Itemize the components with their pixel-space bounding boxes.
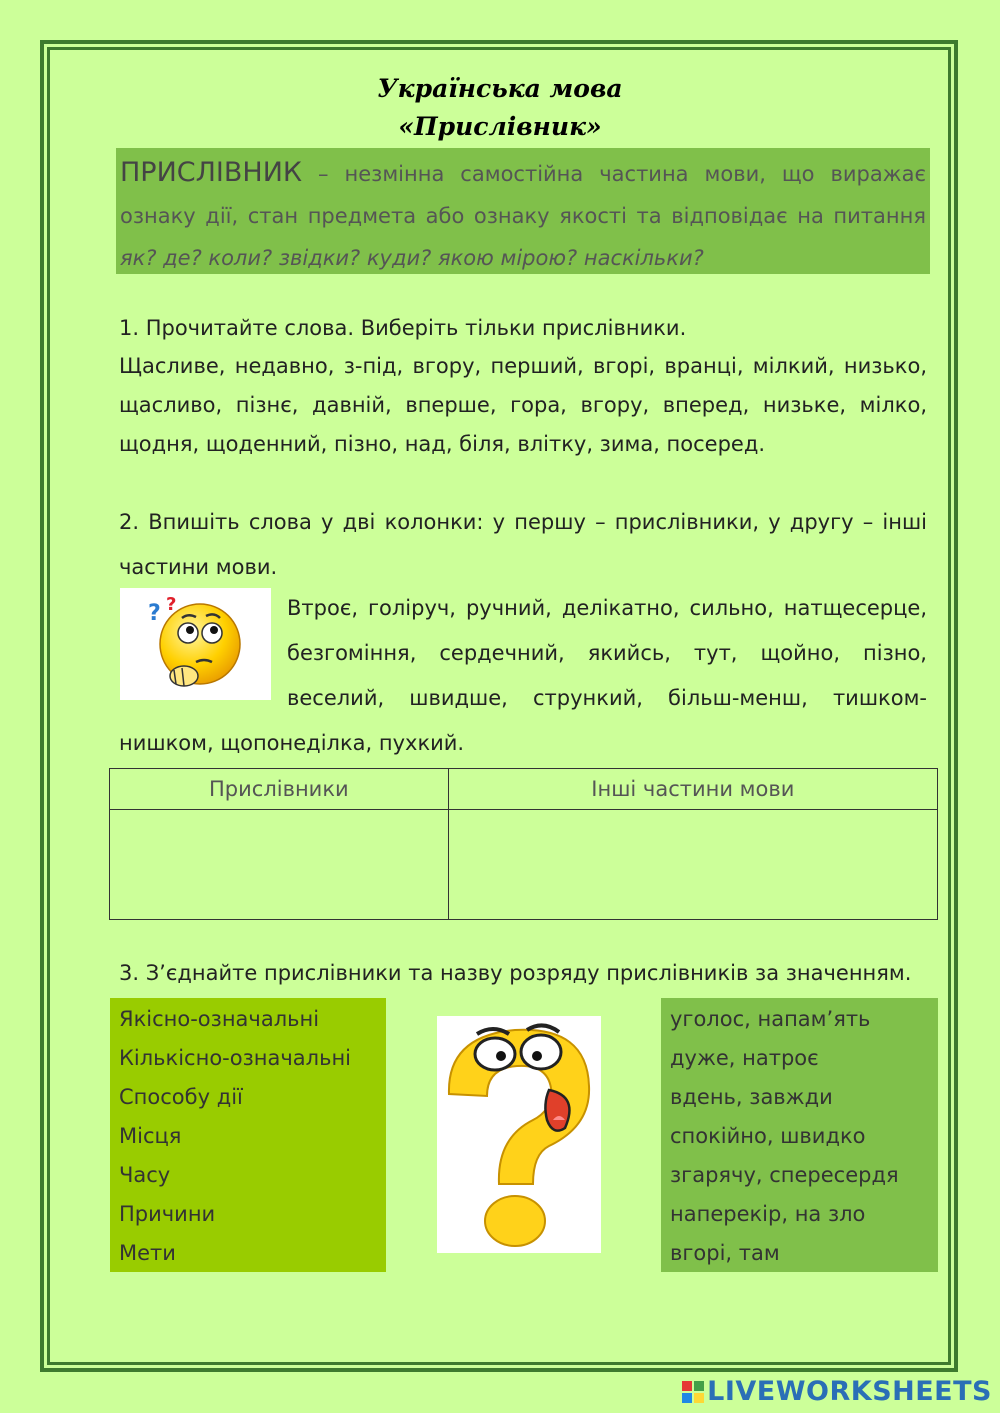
table-header-other: Інші частини мови: [448, 769, 937, 810]
answer-cell-other[interactable]: [448, 810, 937, 920]
task3-heading: 3. З’єднайте прислівники та назву розряду прислівників за значенням.: [119, 961, 912, 985]
task1-words: Щасливе, недавно, з-під, вгору, перший, вгорі, вранці, мілкий, низько, щасливо, пізнє, давній, вперше, гора, вгору, вперед, низьке, мілко, щодня, щоденний, пізно, над, біля, влітку, зима, посеред.: [119, 354, 927, 456]
question-mark-character-icon: [437, 1016, 601, 1253]
definition-term: ПРИСЛІВНИК: [120, 157, 303, 188]
task2-words-wrapped: [119, 586, 927, 766]
categories-box: [110, 998, 386, 1272]
image-wrap-spacer: [119, 586, 287, 721]
liveworksheets-brand[interactable]: [682, 1376, 992, 1407]
example-item[interactable]: вдень, завжди: [670, 1085, 833, 1109]
example-item[interactable]: уголос, напам’ять: [670, 1007, 871, 1031]
answer-cell-adverbs[interactable]: [110, 810, 449, 920]
example-item[interactable]: наперекір, на зло: [670, 1202, 866, 1226]
brand-text: LIVEWORKSHEETS: [707, 1376, 992, 1407]
title-subject: Українська мова: [377, 74, 623, 103]
category-item[interactable]: Кількісно-означальні: [119, 1046, 352, 1070]
table-header-adverbs: Прислівники: [110, 769, 449, 810]
liveworksheets-logo-icon: [682, 1381, 704, 1403]
category-item[interactable]: Часу: [119, 1163, 171, 1187]
definition-box: [116, 148, 930, 274]
svg-text:?: ?: [148, 601, 161, 626]
category-item[interactable]: Якісно-означальні: [119, 1007, 320, 1031]
example-item[interactable]: вгорі, там: [670, 1241, 780, 1265]
title-topic: «Прислівник»: [398, 112, 602, 141]
example-item[interactable]: згарячу, спересердя: [670, 1163, 899, 1187]
task1-heading: 1. Прочитайте слова. Виберіть тільки прислівники.: [119, 316, 687, 340]
category-item[interactable]: Причини: [119, 1202, 216, 1226]
category-item[interactable]: Мети: [119, 1241, 176, 1265]
example-item[interactable]: спокійно, швидко: [670, 1124, 866, 1148]
task2-words: Втроє, голіруч, ручний, делікатно, сильно, натщесерце, безгоміння, сердечний, якийсь, тут, щойно, пізно, веселий, швидше, стрункий, більш-менш, тишком-нишком, щопонеділка, пухкий.: [119, 596, 927, 755]
category-item[interactable]: Місця: [119, 1124, 182, 1148]
svg-text:?: ?: [166, 594, 177, 615]
category-item[interactable]: Способу дії: [119, 1085, 243, 1109]
task2-heading: 2. Впишіть слова у дві колонки: у першу – прислівники, у другу – інші частини мови.: [119, 510, 927, 579]
example-item[interactable]: дуже, натроє: [670, 1046, 819, 1070]
definition-text: – незмінна самостійна частина мови, що виражає ознаку дії, стан предмета або ознаку якості та відповідає на питання: [120, 162, 926, 228]
answer-table: [109, 768, 938, 920]
examples-box: [661, 998, 938, 1272]
definition-questions: як? де? коли? звідки? куди? якою мірою? наскільки?: [120, 246, 704, 270]
